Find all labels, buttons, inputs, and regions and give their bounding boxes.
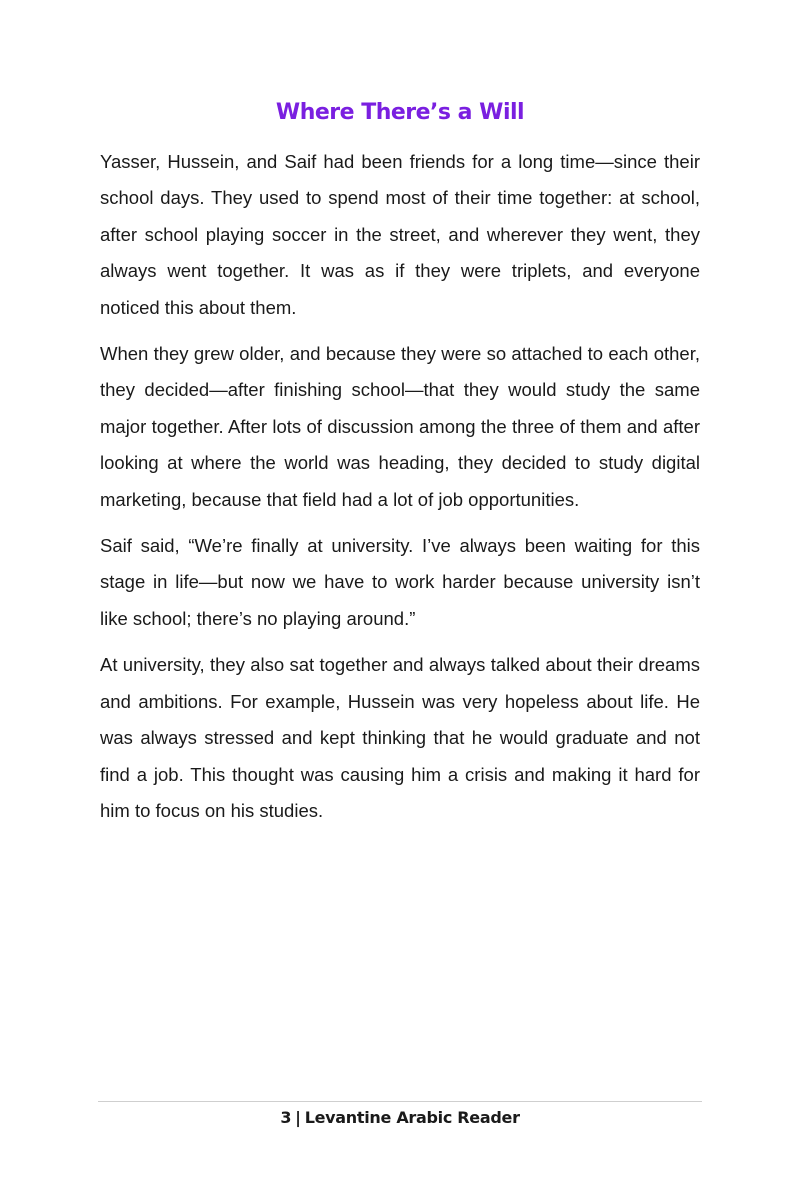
book-title: Levantine Arabic Reader	[304, 1108, 520, 1127]
paragraph-3: Saif said, “We’re finally at university. I’ve always been waiting for this stage in life—but now we have to work harder because university isn’t like school; there’s no playing around.”	[100, 535, 700, 629]
paragraph-4: At university, they also sat together and always talked about their dreams and ambitions. For example, Hussein was very hopeless about life. He was always stressed and kept thinking that he would graduate and not find a job. This thought was causing him a crisis and making it hard for him to focus on his studies.	[100, 654, 700, 821]
page-number: 3	[280, 1108, 292, 1127]
paragraph-1: Yasser, Hussein, and Saif had been friends for a long time—since their school days. They used to spend most of their time together: at school, after school playing soccer in the street, and wherever they went, they always went together. It was as if they were triplets, and everyone noticed this about them.	[100, 151, 700, 318]
page-footer	[0, 1106, 800, 1130]
body-text	[100, 144, 700, 839]
chapter-title: Where There’s a Will	[275, 100, 525, 125]
paragraph-2: When they grew older, and because they were so attached to each other, they decided—after finishing school—that they would study the same major together. After lots of discussion among the three of them and after looking at where the world was heading, they decided to study digital marketing, because that field had a lot of job opportunities.	[100, 343, 700, 510]
footer-divider	[98, 1101, 702, 1102]
footer-separator: |	[295, 1108, 301, 1127]
